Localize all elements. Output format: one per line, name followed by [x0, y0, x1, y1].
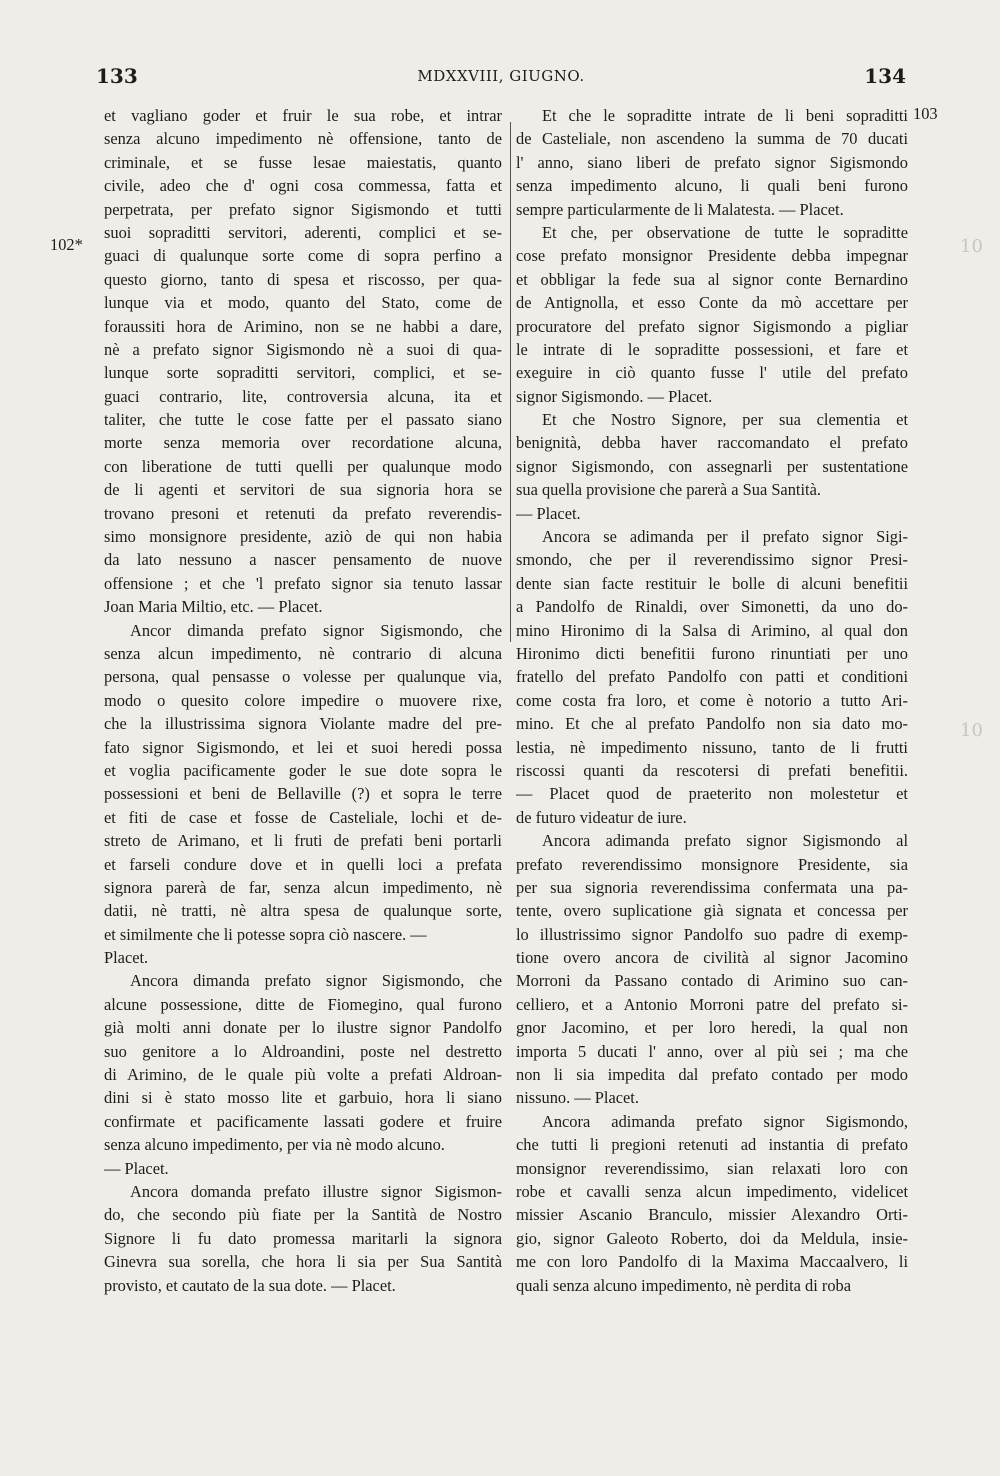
text-line: già molti anni donate per lo ilustre signor Pandolfo [104, 1018, 502, 1038]
text-line: Signore li fu dato promessa maritarli la signora [104, 1228, 502, 1248]
text-line: le intrate di le sopraditte possessioni, et fare et [516, 339, 908, 359]
running-header [96, 64, 906, 94]
text-line: fratello del prefato Pandolfo con patti et conditioni [516, 667, 908, 687]
page-number-left: 133 [96, 64, 138, 88]
text-line: che la illustrissima signora Violante madre del pre- [104, 714, 502, 734]
text-line: Hironimo dicti benefitii furono rinuntiati per uno [516, 643, 908, 663]
text-line: foraussiti hora de Arimino, non se ne habbi a dare, [104, 316, 502, 336]
text-line: con liberatione de tutti quelli per qualunque modo [104, 456, 502, 476]
text-line: monsignor reverendissimo, sian relaxati loro con [516, 1158, 908, 1178]
text-line: Placet. [104, 948, 149, 968]
bleed-through-mark: 10 [960, 720, 983, 741]
text-line: et vagliano goder et fruir le sua robe, et intrar [104, 106, 502, 125]
text-line: Ancor dimanda prefato signor Sigismondo, che [130, 620, 502, 640]
text-line: celliero, et a Antonio Morroni patre del prefato si- [516, 994, 908, 1014]
text-line: lunque via et modo, quanto del Stato, come de [104, 293, 502, 313]
text-line: et farseli condure dove et in quelli loci a prefata [104, 854, 502, 874]
text-line: nissuno. — Placet. [516, 1088, 639, 1108]
text-line: Ancora dimanda prefato signor Sigismondo, che [130, 971, 502, 991]
text-line: Ancora domanda prefato illustre signor Sigismon- [130, 1181, 502, 1201]
text-line: Ginevra sua sorella, che hora li sia per Sua Santità [104, 1252, 502, 1272]
text-line: signor Sigismondo. — Placet. [516, 386, 713, 406]
text-line: streto de Arimano, et li fruti de prefati beni portarli [104, 831, 502, 851]
margin-number-right: 103 [913, 104, 938, 123]
text-line: procuratore del prefato signor Sigismondo a pigliar [516, 316, 908, 336]
text-line: lo illustrissimo signor Pandolfo suo padre di exemp- [516, 924, 908, 944]
text-line: Ancora adimanda prefato signor Sigismondo al [542, 831, 908, 851]
text-line: persona, qual pensasse o volesse per qualunque via, [104, 667, 502, 687]
right-column [516, 104, 908, 1297]
text-line: nè a prefato signor Sigismondo nè a suoi di qua- [104, 339, 502, 359]
text-line: lestia, nè impedimento nissuno, tanto de li frutti [516, 737, 908, 757]
bleed-through-mark: 10 [960, 236, 983, 257]
text-line: — Placet. [104, 1158, 169, 1178]
text-line: gnor Jacomino, et per loro heredi, la qual non [516, 1018, 908, 1038]
text-line: tente, overo suplicatione già signata et concessa per [516, 901, 908, 921]
page-number-right: 134 [864, 64, 906, 88]
text-line: provisto, et cautato de la sua dote. — Placet. [104, 1275, 396, 1295]
text-line: de Casteliale, non ascendeno la summa de 70 ducati [516, 129, 908, 149]
text-line: dini si è stato mosso lite et garbuio, hora li siano [104, 1088, 502, 1108]
text-line: da lato nessuno a nascer pensamento de nuove [104, 550, 502, 570]
text-line: de futuro videatur de iure. [516, 807, 687, 827]
text-line: et obbligar la fede sua al signor conte Bernardino [516, 269, 908, 289]
text-line: Joan Maria Miltio, etc. — Placet. [104, 597, 323, 617]
text-line: smondo, che per il reverendissimo signor Presi- [516, 550, 908, 570]
text-line: modo o quesito colore impedire o muovere rixe, [104, 690, 502, 710]
text-line: di Arimino, de le quale più volte a prefati Aldroan- [104, 1065, 502, 1085]
left-column [104, 104, 502, 1297]
text-line: lunque sorte sopraditti servitori, complici, et se- [104, 363, 502, 383]
text-line: taliter, che tutte le cose fatte per el passato siano [104, 410, 502, 430]
text-line: Et che Nostro Signore, per sua clementia et [542, 410, 908, 430]
text-line: et voglia pacificamente goder le sue dote sopra le [104, 760, 502, 780]
text-line: de li agenti et servitori de sua signoria hora se [104, 480, 502, 500]
text-line: robe et cavalli senza alcun impedimento, videlicet [516, 1181, 908, 1201]
text-line: mino Hironimo di la Salsa di Arimino, al qual don [516, 620, 908, 640]
text-line: sua quella provisione che parerà a Sua Santità. [516, 480, 821, 500]
text-line: perpetrata, per prefato signor Sigismondo et tutti [104, 199, 502, 219]
text-line: alcune possessione, ditte de Fiomegino, qual furono [104, 994, 502, 1014]
text-line: Ancora adimanda prefato signor Sigismondo, [542, 1111, 908, 1131]
text-line: senza alcuno impedimento, per via nè modo alcuno. [104, 1135, 445, 1155]
text-line: per sua signoria reverendissima confermata una pa- [516, 877, 908, 897]
text-line: benignità, debba haver raccomandato el prefato [516, 433, 908, 453]
text-line: come costa fra loro, et come è notorio a tutto Ari- [516, 690, 908, 710]
text-line: signor Sigismondo, con assegnarli per sustentatione [516, 456, 908, 476]
text-line: importa 5 ducati l' anno, over al più sei ; ma che [516, 1041, 908, 1061]
text-line: criminale, et se fusse lesae maiestatis, quanto [104, 152, 502, 172]
text-line: senza alcuno impedimento nè offensione, tanto de [104, 129, 502, 149]
running-title: MDXXVIII, GIUGNO. [417, 67, 585, 85]
text-line: non li sia impedita dal prefato contado per modo [516, 1065, 908, 1085]
text-line: cose prefato monsignor Presidente debba impegnar [516, 246, 908, 266]
text-line: offensione ; et che 'l prefato signor sia tenuto lassar [104, 573, 502, 593]
text-line: l' anno, siano liberi de prefato signor Sigismondo [516, 152, 908, 172]
text-line: morte senza memoria over recordatione alcuna, [104, 433, 502, 453]
text-line: riscossi quanti da rescotersi di prefati benefitii. [516, 760, 908, 780]
text-line: guaci contrario, lite, controversia alcuna, ita et [104, 386, 502, 406]
text-line: che tutti li pregioni retenuti ad instantia di prefato [516, 1135, 908, 1155]
text-line: fato signor Sigismondo, et lei et suoi heredi possa [104, 737, 502, 757]
text-line: senza alcun impedimento, nè contrario di alcuna [104, 643, 502, 663]
text-line: possessioni et beni de Bellaville (?) et sopra le terre [104, 784, 502, 804]
text-line: suoi sopraditti servitori, aderenti, complici et se- [104, 222, 502, 242]
text-line: de Antignolla, et esso Conte da mò accettare per [516, 293, 908, 313]
text-line: Et che, per observatione de tutte le sopraditte [542, 222, 908, 242]
text-line: et similmente che li potesse sopra ciò nascere. — [104, 924, 427, 944]
text-line: quali senza alcuno impedimento, nè perdita di roba [516, 1275, 851, 1295]
text-line: Ancora se adimanda per il prefato signor Sigi- [542, 527, 908, 547]
text-line: et fiti de case et fosse de Casteliale, lochi et de- [104, 807, 502, 827]
text-line: simo monsignore presidente, aziò de qui non habia [104, 527, 502, 547]
text-line: confirmate et pacificamente lassati godere et fruire [104, 1111, 502, 1131]
text-line: questo giorno, tanto di spesa et riscosso, per qua- [104, 269, 502, 289]
text-line: guaci di qualunque sorte come di sopra perfino a [104, 246, 502, 266]
text-line: me con loro Pandolfo di la Maxima Maccaalvero, li [516, 1252, 908, 1272]
text-line: suo genitore a lo Aldroandini, poste nel destretto [104, 1041, 502, 1061]
text-line: datii, nè tratti, nè altra spesa de qualunque sorte, [104, 901, 502, 921]
text-line: dente sian facte restituir le bolle di alcuni benefitii [516, 573, 908, 593]
text-line: — Placet quod de praeterito non molestetur et [516, 784, 908, 804]
text-line: — Placet. [516, 503, 581, 523]
text-line: missier Ascanio Branculo, missier Alexandro Orti- [516, 1205, 908, 1225]
text-line: mino. Et che al prefato Pandolfo non sia dato mo- [516, 714, 908, 734]
text-line: sempre particularmente de li Malatesta. — Placet. [516, 199, 844, 219]
text-line: Morroni da Passano contado di Arimino suo can- [516, 971, 908, 991]
text-line: exeguire in ciò quanto fusse l' utile del prefato [516, 363, 908, 383]
text-line: trovano presoni et retenuti da prefato reverendis- [104, 503, 502, 523]
text-line: signora parerà de far, senza alcun impedimento, nè [104, 877, 502, 897]
text-line: gio, signor Galeoto Roberto, doi da Meldula, insie- [516, 1228, 908, 1248]
column-rule [510, 122, 511, 642]
margin-number-left: 102* [50, 235, 83, 254]
text-line: prefato reverendissimo monsignore Presidente, sia [516, 854, 908, 874]
text-line: Et che le sopraditte intrate de li beni sopraditti [542, 106, 908, 125]
text-line: senza impedimento alcuno, li quali beni furono [516, 176, 908, 196]
text-line: do, che secondo più fiate per la Santità de Nostro [104, 1205, 502, 1225]
text-line: a Pandolfo de Rinaldi, over Simonetti, da uno do- [516, 597, 908, 617]
text-line: civile, adeo che d' ogni cosa commessa, fatta et [104, 176, 502, 196]
text-line: tione overo ancora de civilità al signor Jacomino [516, 948, 908, 968]
